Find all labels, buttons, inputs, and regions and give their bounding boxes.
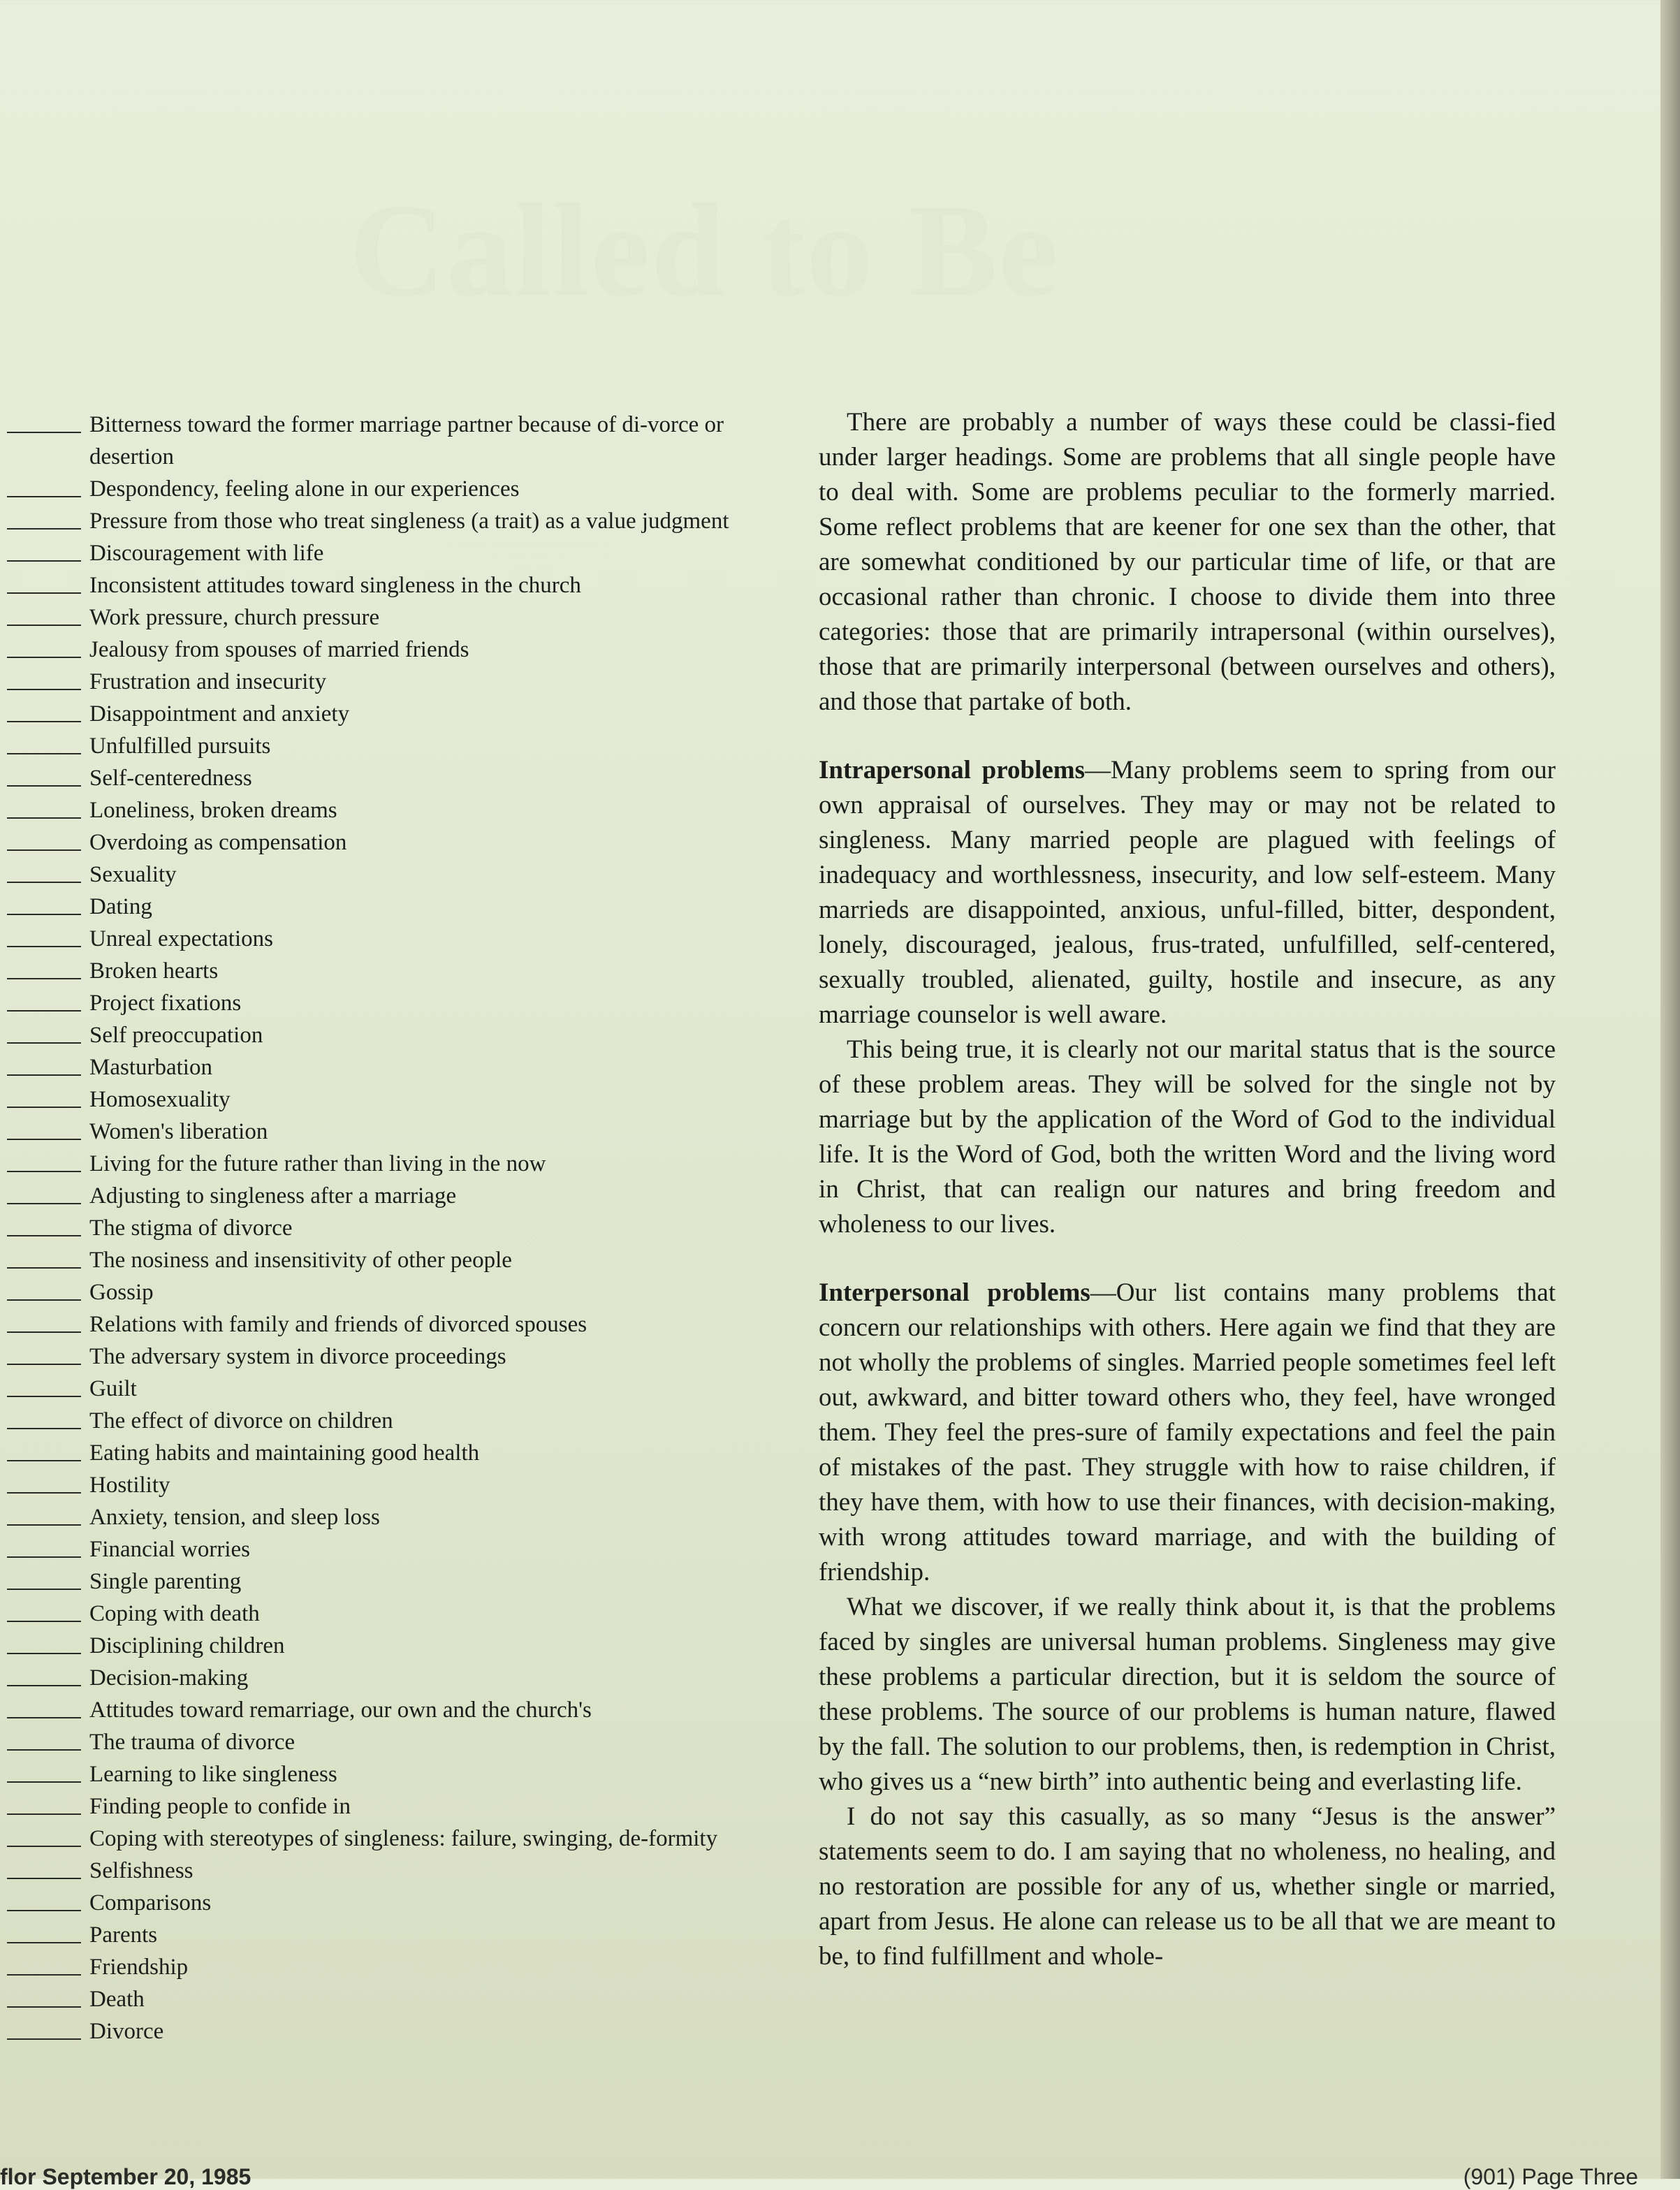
checklist-item (7, 601, 768, 634)
faded-title: Called to Be (349, 177, 1060, 324)
checklist-item (7, 1887, 768, 1919)
checklist-item-label: Gossip (89, 1280, 154, 1305)
checkbox-blank-line (7, 1405, 81, 1437)
checkbox-blank-line (7, 1308, 81, 1341)
checkbox-blank-line (7, 1887, 81, 1919)
checklist-item-label: Coping with death (89, 1601, 260, 1626)
checklist-item (7, 537, 768, 569)
intrapersonal-heading: Intrapersonal problems (819, 756, 1085, 784)
interpersonal-text: —Our list contains many problems that concern our relationships with others. Here again we find that they are not wholly the problems of singles. Married people sometimes feel left out, awkward, and bitter toward others who, they feel, have wronged them. They feel the pres-sure of family expectations and feel the pain of mistakes of the past. They struggle with how to raise children, if they have them, with how to use their finances, with decision-making, with wrong attitudes toward marriage, and with the building of friendship. (819, 1278, 1556, 1586)
checklist-item-label: Homosexuality (89, 1087, 231, 1112)
checkbox-blank-line (7, 1180, 81, 1212)
checklist-item (7, 826, 768, 859)
checklist-item-label: Hostility (89, 1473, 170, 1498)
checkbox-blank-line (7, 1244, 81, 1276)
checklist-item (7, 1951, 768, 1983)
checklist-item (7, 859, 768, 891)
checkbox-blank-line (7, 1083, 81, 1116)
checklist-item (7, 1308, 768, 1341)
checkbox-blank-line (7, 859, 81, 891)
checklist-item (7, 794, 768, 826)
checkbox-blank-line (7, 794, 81, 826)
checklist-item-label: Masturbation (89, 1055, 212, 1080)
checkbox-blank-line (7, 955, 81, 987)
checklist-item-label: Comparisons (89, 1890, 212, 1915)
checkbox-blank-line (7, 1758, 81, 1790)
checklist-item (7, 1116, 768, 1148)
checklist-item (7, 1212, 768, 1244)
checkbox-blank-line (7, 730, 81, 762)
checklist-item-label: Dating (89, 894, 152, 919)
checkbox-blank-line (7, 1533, 81, 1565)
checklist-item (7, 698, 768, 730)
checkbox-blank-line (7, 505, 81, 537)
checkbox-blank-line (7, 569, 81, 601)
checklist-item (7, 1983, 768, 2015)
problem-checklist (7, 409, 768, 2047)
checklist-item (7, 955, 768, 987)
checkbox-blank-line (7, 537, 81, 569)
checklist-item (7, 1341, 768, 1373)
checkbox-blank-line (7, 1662, 81, 1694)
checklist-item (7, 1501, 768, 1533)
checklist-item-label: Attitudes toward remarriage, our own and the church's (89, 1698, 592, 1723)
checklist-item-label: The nosiness and insensitivity of other people (89, 1248, 512, 1273)
checklist-item-label: Project fixations (89, 991, 242, 1016)
checkbox-blank-line (7, 1373, 81, 1405)
checklist-item-label: Bitterness toward the former marriage partner because of di-vorce or desertion (89, 412, 724, 469)
checkbox-blank-line (7, 1212, 81, 1244)
checklist-item (7, 1148, 768, 1180)
checklist-item-label: Friendship (89, 1955, 189, 1980)
checkbox-blank-line (7, 409, 81, 441)
checklist-item-label: Death (89, 1987, 145, 2012)
footer-date: flor September 20, 1985 (0, 2164, 251, 2189)
checklist-item-label: Frustration and insecurity (89, 669, 327, 694)
checklist-item-label: Coping with stereotypes of singleness: failure, swinging, de-formity (89, 1826, 718, 1851)
checklist-item-label: Work pressure, church pressure (89, 605, 380, 630)
checkbox-blank-line (7, 1951, 81, 1983)
page-edge-shadow (1660, 0, 1680, 2179)
checklist-item (7, 1469, 768, 1501)
checklist-item-label: Jealousy from spouses of married friends (89, 637, 469, 662)
checklist-item (7, 1180, 768, 1212)
checklist-item (7, 569, 768, 601)
checklist-item-label: Learning to like singleness (89, 1762, 337, 1787)
checklist-item-label: Adjusting to singleness after a marriage (89, 1183, 457, 1209)
checkbox-blank-line (7, 1019, 81, 1051)
checklist-item (7, 1855, 768, 1887)
checklist-item (7, 1630, 768, 1662)
checkbox-blank-line (7, 2015, 81, 2047)
checkbox-blank-line (7, 1469, 81, 1501)
checkbox-blank-line (7, 762, 81, 794)
checklist-item (7, 1276, 768, 1308)
checkbox-blank-line (7, 1598, 81, 1630)
checklist-item-label: Disciplining children (89, 1633, 285, 1658)
checklist-item (7, 762, 768, 794)
checklist-item-label: Self-centeredness (89, 766, 252, 791)
article-paragraph-intro: There are probably a number of ways these could be classi-fied under larger headings. Some are problems that all single people have to deal with. Some are problems peculiar to the formerly married. Some reflect problems that are keener for one sex than the other, that are somewhat conditioned by our particular time of life, or that are occasional rather than chronic. I choose to divide them into three categories: those that are primarily intrapersonal (within ourselves), those that are primarily interpersonal (between ourselves and others), and those that partake of both. (819, 408, 1556, 716)
checklist-item (7, 891, 768, 923)
checkbox-blank-line (7, 826, 81, 859)
checklist-item (7, 1598, 768, 1630)
checklist-item (7, 1694, 768, 1726)
checklist-item-label: Living for the future rather than living in the now (89, 1151, 546, 1176)
checklist-item-label: The adversary system in divorce proceedings (89, 1344, 506, 1369)
checkbox-blank-line (7, 1501, 81, 1533)
checkbox-blank-line (7, 1051, 81, 1083)
checklist-item (7, 1437, 768, 1469)
checklist-item (7, 1726, 768, 1758)
checkbox-blank-line (7, 1790, 81, 1823)
checklist-item-label: The effect of divorce on children (89, 1408, 393, 1433)
checklist-item-label: Unfulfilled pursuits (89, 733, 271, 759)
checklist-item-label: The stigma of divorce (89, 1216, 293, 1241)
checklist-item-label: The trauma of divorce (89, 1730, 295, 1755)
checklist-item (7, 473, 768, 505)
checklist-item-label: Guilt (89, 1376, 137, 1401)
checklist-item-label: Disappointment and anxiety (89, 701, 350, 727)
checklist-item (7, 409, 768, 473)
checklist-item-label: Financial worries (89, 1537, 251, 1562)
article-paragraph-word-of-god: This being true, it is clearly not our marital status that is the source of these problem areas. They will be solved for the single not by marriage but by the application of the Word of God to the individual life. It is the Word of God, both the written Word and the living word in Christ, that can realign our natures and bring freedom and wholeness to our lives. (819, 1035, 1556, 1239)
checklist-item (7, 1758, 768, 1790)
checkbox-blank-line (7, 1855, 81, 1887)
checkbox-blank-line (7, 634, 81, 666)
checklist-item (7, 1373, 768, 1405)
checklist-item-label: Selfishness (89, 1858, 193, 1883)
checkbox-blank-line (7, 601, 81, 634)
checklist-item (7, 987, 768, 1019)
checkbox-blank-line (7, 1823, 81, 1855)
article-paragraph-intrapersonal (819, 753, 1556, 1032)
checklist-item (7, 1662, 768, 1694)
checklist-item-label: Self preoccupation (89, 1023, 263, 1048)
checklist-item-label: Pressure from those who treat singleness (a trait) as a value judgment (89, 509, 729, 534)
checkbox-blank-line (7, 891, 81, 923)
checklist-item (7, 1244, 768, 1276)
checkbox-blank-line (7, 1694, 81, 1726)
checklist-item-label: Divorce (89, 2019, 164, 2044)
checklist-item (7, 505, 768, 537)
checkbox-blank-line (7, 1630, 81, 1662)
checkbox-blank-line (7, 1116, 81, 1148)
checkbox-blank-line (7, 1919, 81, 1951)
checklist-item-label: Inconsistent attitudes toward singleness in the church (89, 573, 581, 598)
checklist-item-label: Overdoing as compensation (89, 830, 347, 855)
checkbox-blank-line (7, 1341, 81, 1373)
checklist-item-label: Broken hearts (89, 958, 219, 984)
checklist-item (7, 923, 768, 955)
checklist-item (7, 1405, 768, 1437)
checklist-item-label: Decision-making (89, 1665, 249, 1691)
checkbox-blank-line (7, 473, 81, 505)
article-paragraph-universal: What we discover, if we really think about it, is that the problems faced by singles are universal human problems. Singleness may give these problems a particular direction, but it is seldom the source of these problems. The source of our problems is human nature, flawed by the fall. The solution to our problems, then, is redemption in Christ, who gives us a “new birth” into authentic being and everlasting life. (819, 1593, 1556, 1796)
checklist-item (7, 634, 768, 666)
article-paragraph-interpersonal (819, 1276, 1556, 1590)
checklist-item-label: Sexuality (89, 862, 177, 887)
checklist-item-label: Despondency, feeling alone in our experiences (89, 476, 520, 502)
checklist-item-label: Women's liberation (89, 1119, 268, 1144)
checklist-item (7, 1565, 768, 1598)
checklist-item (7, 1019, 768, 1051)
checklist-item-label: Parents (89, 1922, 158, 1948)
checkbox-blank-line (7, 1276, 81, 1308)
checklist-item-label: Finding people to confide in (89, 1794, 351, 1819)
checklist-item (7, 1823, 768, 1855)
checkbox-blank-line (7, 1148, 81, 1180)
checkbox-blank-line (7, 1437, 81, 1469)
intrapersonal-text: —Many problems seem to spring from our own appraisal of ourselves. They may or may not be related to singleness. Many married people are plagued with feelings of inadequacy and worthlessness, insecurity, and low self-esteem. Many marrieds are disappointed, anxious, unful-filled, bitter, despondent, lonely, discouraged, jealous, frus-trated, unfulfilled, self-centered, sexually troubled, alienated, guilty, hostile and insecure, as any marriage counselor is well aware. (819, 756, 1556, 1029)
checklist-item-label: Unreal expectations (89, 926, 273, 951)
checkbox-blank-line (7, 987, 81, 1019)
checkbox-blank-line (7, 666, 81, 698)
checklist-item-label: Loneliness, broken dreams (89, 798, 337, 823)
checkbox-blank-line (7, 923, 81, 955)
checklist-item (7, 1083, 768, 1116)
checkbox-blank-line (7, 1726, 81, 1758)
checklist-item (7, 666, 768, 698)
checklist-item (7, 1051, 768, 1083)
checklist-item-label: Relations with family and friends of divorced spouses (89, 1312, 587, 1337)
checklist-item (7, 730, 768, 762)
interpersonal-heading: Interpersonal problems (819, 1278, 1090, 1307)
footer-page-number: (901) Page Three (1463, 2164, 1638, 2189)
checklist-item (7, 1790, 768, 1823)
checklist-item-label: Single parenting (89, 1569, 242, 1594)
checklist-item-label: Discouragement with life (89, 541, 324, 566)
checkbox-blank-line (7, 1565, 81, 1598)
checklist-item (7, 1533, 768, 1565)
checklist-item (7, 1919, 768, 1951)
checkbox-blank-line (7, 1983, 81, 2015)
checklist-item (7, 2015, 768, 2047)
checkbox-blank-line (7, 698, 81, 730)
checklist-item-label: Anxiety, tension, and sleep loss (89, 1505, 380, 1530)
article-paragraph-jesus: I do not say this casually, as so many “Jesus is the answer” statements seem to do. I am saying that no wholeness, no healing, and no restoration are possible for any of us, whether single or married, apart from Jesus. He alone can release us to be all that we are meant to be, to find fulfillment and whole- (819, 1802, 1556, 1971)
article-column (819, 405, 1556, 1974)
checklist-item-label: Eating habits and maintaining good health (89, 1440, 480, 1466)
